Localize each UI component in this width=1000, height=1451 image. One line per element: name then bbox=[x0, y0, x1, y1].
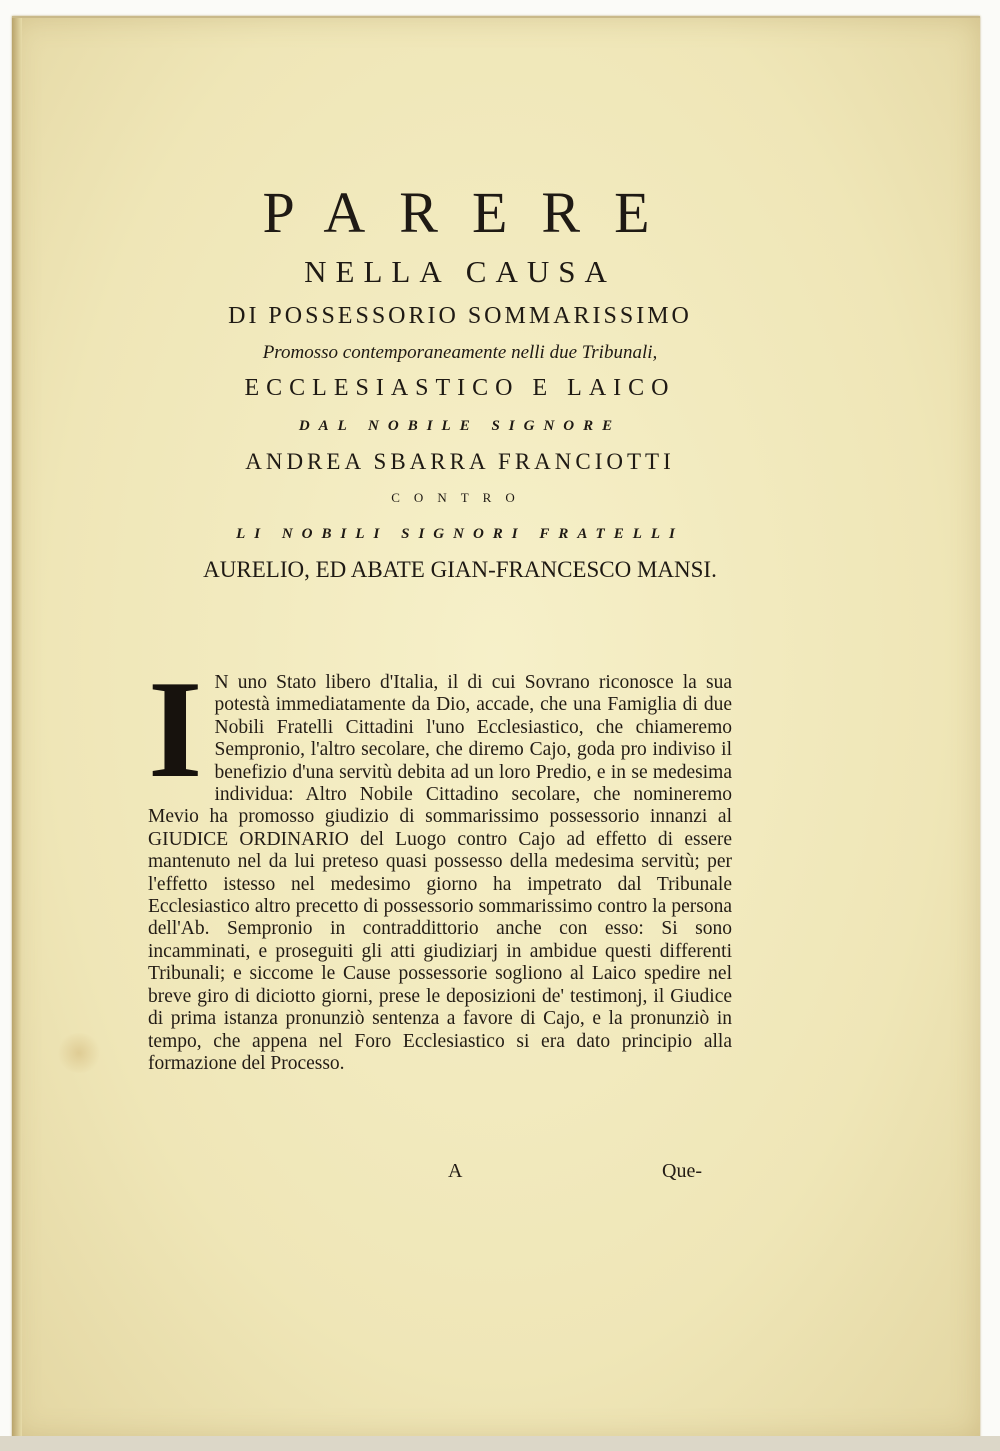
scan-bottom-edge bbox=[0, 1436, 1000, 1451]
title-block bbox=[140, 178, 780, 588]
title-line-9: LI NOBILI SIGNORI FRATELLI bbox=[236, 526, 684, 542]
catchword: Que- bbox=[662, 1160, 702, 1182]
title-line-6: DAL NOBILE SIGNORE bbox=[298, 418, 622, 434]
body-text: N uno Stato libero d'Italia, il di cui Sovrano riconosce la sua potestà immediatamente da Dio, accade, che una Famiglia di due Nobili Fratelli Cittadini l'uno Ecclesiastico, che chiameremo Sempronio, l'altro secolare, che diremo Cajo, goda pro indiviso il benefizio d'una servitù debita ad un loro Predio, e in se medesima individua: Altro Nobile Cittadino secolare, che nomineremo Mevio ha promosso giudizio di sommarissimo possessorio innanzi al GIUDICE ORDINARIO del Luogo contro Cajo ad effetto di essere mantenuto nel da lui preteso quasi possesso della medesima servitù; per l'effetto istesso nel medesimo giorno ha impetrato dal Tribunale Ecclesiastico altro precetto di possessorio sommarissimo contro la persona dell'Ab. Sempronio in contraddittorio anche con esso: Si sono incamminati, e proseguiti gli atti giudiziarj in ambidue questi differenti Tribunali; e siccome le Cause possessorie sogliono al Laico spedire nel breve giro di diciotto giorni, prese le deposizioni de' testimonj, il Giudice di prima istanza pronunziò sentenza a favore di Cajo, e la pronunziò in tempo, che appena nel Foro Ecclesiastico si era dato principio alla formazione del Processo. bbox=[148, 672, 732, 1074]
drop-cap: I bbox=[148, 652, 203, 807]
title-line-4: Promosso contemporaneamente nelli due Tribunali, bbox=[262, 342, 658, 363]
title-line-2: NELLA CAUSA bbox=[304, 254, 616, 289]
paper-stain bbox=[56, 1033, 102, 1073]
page-binding-edge bbox=[12, 18, 22, 1438]
title-line-10: AURELIO, ED ABATE GIAN-FRANCESCO MANSI. bbox=[203, 557, 717, 582]
title-main: PARERE bbox=[262, 180, 684, 245]
signature-mark: A bbox=[448, 1160, 463, 1182]
title-line-5: ECCLESIASTICO E LAICO bbox=[244, 375, 676, 401]
body-paragraph bbox=[148, 652, 732, 1075]
title-line-3: DI POSSESSORIO SOMMARISSIMO bbox=[228, 303, 692, 329]
title-line-8: CONTRO bbox=[391, 490, 529, 505]
title-line-7: ANDREA SBARRA FRANCIOTTI bbox=[245, 449, 675, 474]
